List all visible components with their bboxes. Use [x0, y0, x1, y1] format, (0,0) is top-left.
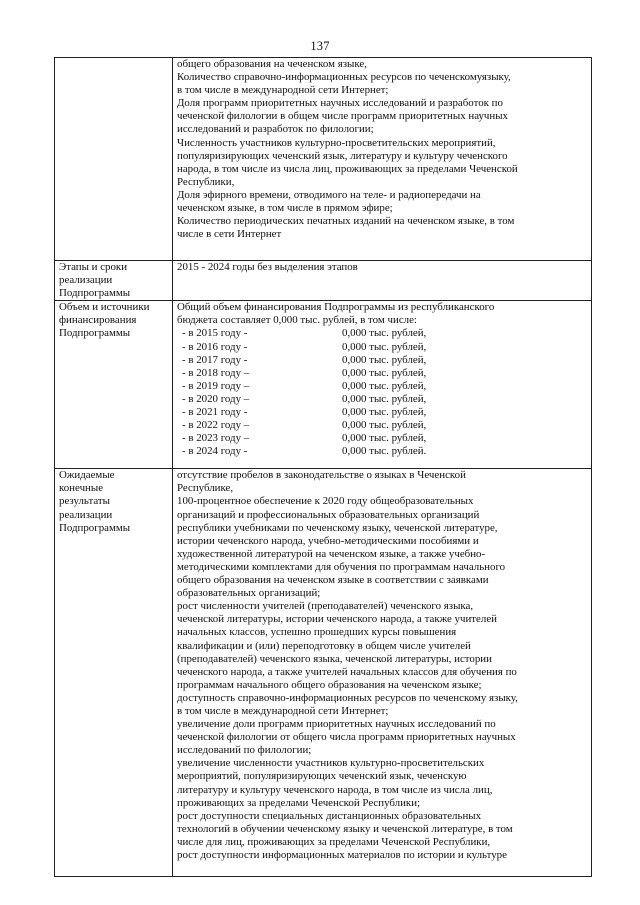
- financing-amount: 0,000 тыс. рублей,: [342, 353, 427, 366]
- row-label-empty: [55, 58, 173, 261]
- result-text-line: общего образования на чеченском языке в соответствии с заявками: [177, 574, 489, 587]
- results-label-line: реализации: [59, 508, 113, 521]
- financing-year: - в 2018 году –: [182, 366, 250, 379]
- subprogram-passport-table: [54, 57, 592, 877]
- result-text-line: Республике,: [177, 482, 234, 495]
- financing-amount: 0,000 тыс. рублей.: [342, 445, 427, 458]
- financing-year-row: [177, 354, 588, 367]
- indicator-text-line: Количество справочно-информационных ресурсов по чеченскомуязыку,: [177, 71, 511, 84]
- financing-year: - в 2023 году –: [182, 432, 250, 445]
- financing-year: - в 2021 году -: [182, 406, 248, 419]
- financing-intro-line: бюджета составляет 0,000 тыс. рублей, в том числе:: [177, 314, 417, 327]
- indicator-text-line: популяризирующих чеченский язык, литературу и культуру чеченского: [177, 149, 508, 162]
- result-text-line: рост доступности специальных дистанционных образовательных: [177, 809, 482, 822]
- table-row-results: [55, 469, 592, 877]
- financing-year-row: [177, 341, 588, 354]
- indicator-text-line: в том числе в международной сети Интернет;: [177, 84, 389, 97]
- financing-year-row: [177, 432, 588, 445]
- result-text-line: литературу и культуру чеченского народа, в том числе из числа лиц,: [177, 783, 493, 796]
- result-text-line: проживающих за пределами Чеченской Республики;: [177, 796, 421, 809]
- financing-year: - в 2015 году -: [182, 327, 248, 340]
- result-text-line: отсутствие пробелов в законодательстве о языках в Чеченской: [177, 469, 466, 482]
- result-text-line: мероприятий, популяризирующих чеченский язык, чеченскую: [177, 770, 467, 783]
- financing-label: [55, 301, 173, 469]
- financing-year: - в 2020 году –: [182, 392, 250, 405]
- stages-text: 2015 - 2024 годы без выделения этапов: [177, 261, 358, 273]
- result-text-line: чеченского народа, а также учителей начальных классов для обучения по: [177, 665, 517, 678]
- table-row-stages: [55, 261, 592, 301]
- indicator-text-line: числе в сети Интернет: [177, 228, 282, 241]
- financing-intro-line: Общий объем финансирования Подпрограммы из республиканского: [177, 301, 495, 314]
- result-text-line: художественной литературой на чеченском языке, а также учебно-: [177, 547, 486, 560]
- financing-amount: 0,000 тыс. рублей,: [342, 392, 427, 405]
- result-text-line: программам начального общего образования на чеченском языке;: [177, 678, 482, 691]
- financing-year: - в 2019 году –: [182, 379, 250, 392]
- financing-label-line: Объем и источники: [59, 301, 150, 314]
- indicator-text-line: Численность участников культурно-просветительских мероприятий,: [177, 136, 496, 149]
- stages-label-line: Подпрограммы: [59, 287, 131, 300]
- results-label-line: конечные: [59, 482, 104, 495]
- result-text-line: организаций и профессиональных образовательных организаций: [177, 508, 480, 521]
- indicator-text-line: чеченской филологии в общем числе программ приоритетных научных: [177, 110, 508, 123]
- indicator-text-line: народа, в том числе из числа лиц, проживающих за пределами Чеченской: [177, 162, 518, 175]
- result-text-line: чеченской филологии от общего числа программ приоритетных научных: [177, 731, 516, 744]
- financing-amount: 0,000 тыс. рублей,: [342, 327, 427, 340]
- result-text-line: исследований по филологии;: [177, 744, 312, 757]
- results-cell: [173, 469, 592, 877]
- indicator-text-line: Доля программ приоритетных научных исследований и разработок по: [177, 97, 503, 110]
- result-text-line: увеличение доли программ приоритетных научных исследований по: [177, 718, 496, 731]
- indicator-text-line: Количество периодических печатных изданий на чеченском языке, в том: [177, 215, 515, 228]
- indicators-cell: [173, 58, 592, 261]
- indicator-text-line: Доля эфирного времени, отводимого на теле- и радиопередачи на: [177, 188, 481, 201]
- result-text-line: увеличение численности участников культурно-просветительских: [177, 757, 485, 770]
- result-text-line: доступность справочно-информационных ресурсов по чеченскому языку,: [177, 691, 518, 704]
- result-text-line: числе для лиц, проживающих за пределами Чеченской Республики,: [177, 835, 491, 848]
- financing-year-row: [177, 419, 588, 432]
- result-text-line: в том числе в международной сети Интернет;: [177, 704, 389, 717]
- financing-year-row: [177, 393, 588, 406]
- result-text-line: технологий в обучении чеченскому языку и чеченской литературе, в том: [177, 822, 513, 835]
- financing-year: - в 2017 году -: [182, 353, 248, 366]
- stages-label-line: реализации: [59, 274, 113, 287]
- result-text-line: рост численности учителей (преподавателей) чеченского языка,: [177, 600, 474, 613]
- financing-label-line: Подпрограммы: [59, 327, 131, 340]
- financing-year-row: [177, 445, 588, 458]
- result-text-line: (преподавателей) чеченского языка, чеченской литературы, истории: [177, 652, 492, 665]
- result-text-line: 100-процентное обеспечение к 2020 году общеобразовательных: [177, 495, 474, 508]
- financing-label-line: финансирования: [59, 314, 137, 327]
- result-text-line: рост доступности информационных материалов по истории и культуре: [177, 849, 507, 861]
- result-text-line: образовательных организаций;: [177, 587, 321, 600]
- result-text-line: квалификации и (или) переподготовку в общем числе учителей: [177, 639, 471, 652]
- financing-year: - в 2022 году –: [182, 419, 250, 432]
- stages-label-line: Этапы и сроки: [59, 261, 128, 273]
- table-row-financing: [55, 301, 592, 469]
- financing-year: - в 2024 году -: [182, 445, 248, 458]
- table-row-indicators: [55, 58, 592, 261]
- financing-amount: 0,000 тыс. рублей,: [342, 366, 427, 379]
- indicator-text-line: Республики,: [177, 175, 235, 188]
- financing-amount: 0,000 тыс. рублей,: [342, 419, 427, 432]
- financing-cell: [173, 301, 592, 469]
- indicator-text-line: чеченском языке, в том числе в прямом эфире;: [177, 202, 393, 215]
- result-text-line: истории чеченского народа, учебно-методическими пособиями и: [177, 534, 479, 547]
- results-label-line: Ожидаемые: [59, 469, 115, 482]
- result-text-line: начальных классов, успешно прошедших курсы повышения: [177, 626, 457, 639]
- financing-year-row: [177, 367, 588, 380]
- financing-amount: 0,000 тыс. рублей,: [342, 432, 427, 445]
- indicator-text-line: общего образования на чеченском языке,: [177, 58, 367, 70]
- result-text-line: республики учебниками по чеченскому языку, чеченской литературе,: [177, 521, 498, 534]
- result-text-line: чеченской литературы, истории чеченского народа, а также учителей: [177, 613, 497, 626]
- financing-amount: 0,000 тыс. рублей,: [342, 379, 427, 392]
- indicator-text-line: исследований и разработок по филологии;: [177, 123, 374, 136]
- financing-year-row: [177, 327, 588, 340]
- page-number: 137: [310, 39, 330, 53]
- results-label-line: Подпрограммы: [59, 521, 131, 534]
- stages-cell: [173, 261, 592, 301]
- results-label-line: результаты: [59, 495, 110, 508]
- result-text-line: методическими комплектами для обучения по программам начального: [177, 560, 506, 573]
- financing-amount: 0,000 тыс. рублей,: [342, 340, 427, 353]
- financing-year-row: [177, 380, 588, 393]
- financing-amount: 0,000 тыс. рублей,: [342, 406, 427, 419]
- results-label: [55, 469, 173, 877]
- stages-label: [55, 261, 173, 301]
- financing-year: - в 2016 году -: [182, 340, 248, 353]
- financing-year-row: [177, 406, 588, 419]
